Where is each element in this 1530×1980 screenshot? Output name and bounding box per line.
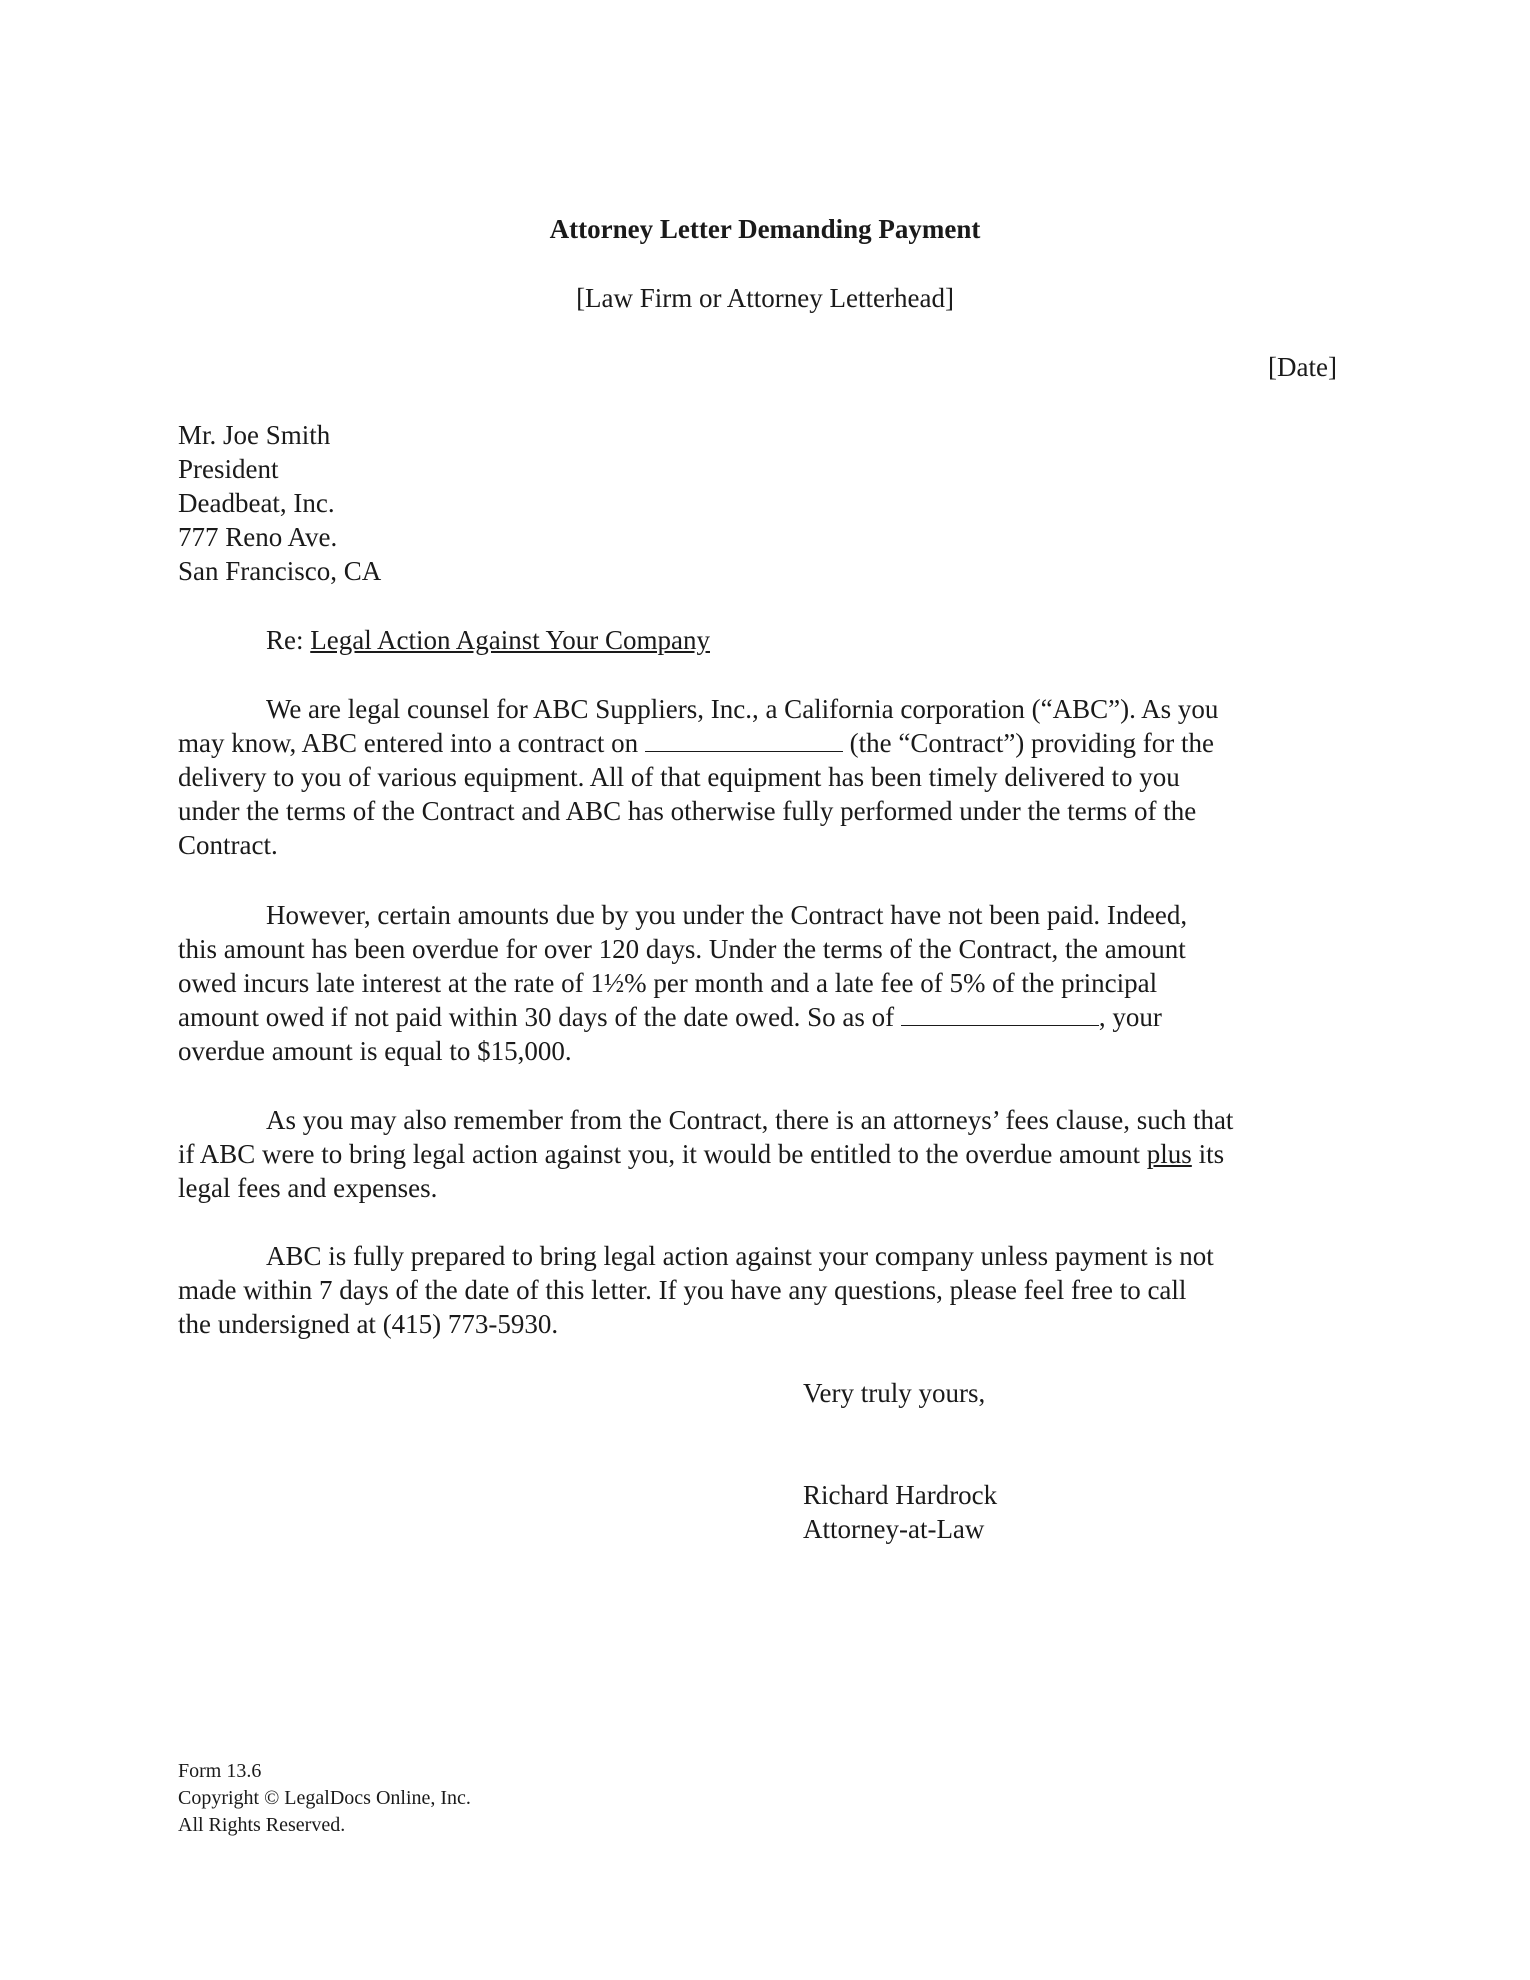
document-title: Attorney Letter Demanding Payment bbox=[549, 214, 981, 244]
recipient-company: Deadbeat, Inc. bbox=[178, 488, 335, 518]
contract-date-blank bbox=[645, 729, 843, 752]
paragraph-line: ABC is fully prepared to bring legal action against your company unless payment is not bbox=[266, 1241, 1214, 1271]
re-line bbox=[266, 623, 710, 657]
recipient-address bbox=[178, 418, 381, 588]
signer-name: Richard Hardrock bbox=[803, 1480, 998, 1510]
recipient-name: Mr. Joe Smith bbox=[178, 420, 331, 450]
signature-block bbox=[803, 1478, 997, 1546]
paragraph-line: However, certain amounts due by you under the Contract have not been paid. Indeed, bbox=[266, 900, 1188, 930]
paragraph-line: made within 7 days of the date of this letter. If you have any questions, please feel free to call bbox=[178, 1275, 1187, 1305]
form-number: Form 13.6 bbox=[178, 1760, 262, 1782]
as-of-date-blank bbox=[901, 1003, 1099, 1026]
paragraph-line: the undersigned at (415) 773-5930. bbox=[178, 1309, 559, 1339]
paragraph-line bbox=[178, 1137, 1338, 1171]
paragraph-line: legal fees and expenses. bbox=[178, 1173, 438, 1203]
paragraph-line: under the terms of the Contract and ABC has otherwise fully performed under the terms of the bbox=[178, 796, 1197, 826]
closing: Very truly yours, bbox=[803, 1378, 986, 1408]
paragraph-4 bbox=[178, 1239, 1338, 1341]
letterhead-placeholder: [Law Firm or Attorney Letterhead] bbox=[576, 283, 954, 313]
paragraph-line: We are legal counsel for ABC Suppliers, Inc., a California corporation (“ABC”). As you bbox=[266, 694, 1219, 724]
plus-emphasis: plus bbox=[1146, 1139, 1192, 1169]
paragraph-3 bbox=[178, 1103, 1338, 1205]
copyright-notice: Copyright © LegalDocs Online, Inc. bbox=[178, 1787, 471, 1809]
paragraph-line: Contract. bbox=[178, 830, 278, 860]
paragraph-text: if ABC were to bring legal action against you, it would be entitled to the overdue amount bbox=[178, 1139, 1141, 1169]
paragraph-line: overdue amount is equal to $15,000. bbox=[178, 1036, 572, 1066]
recipient-street: 777 Reno Ave. bbox=[178, 522, 338, 552]
paragraph-line bbox=[178, 1000, 1338, 1034]
paragraph-2 bbox=[178, 898, 1338, 1068]
recipient-position: President bbox=[178, 454, 279, 484]
paragraph-text: its bbox=[1198, 1139, 1225, 1169]
paragraph-line: this amount has been overdue for over 120 days. Under the terms of the Contract, the amount bbox=[178, 934, 1186, 964]
date-placeholder: [Date] bbox=[1268, 352, 1337, 382]
recipient-city: San Francisco, CA bbox=[178, 556, 382, 586]
paragraph-text: (the “Contract”) providing for the bbox=[849, 728, 1215, 758]
re-subject: Legal Action Against Your Company bbox=[310, 625, 710, 655]
signer-title: Attorney-at-Law bbox=[803, 1514, 985, 1544]
paragraph-1 bbox=[178, 692, 1338, 862]
paragraph-text: , your bbox=[1098, 1002, 1162, 1032]
form-footer bbox=[178, 1758, 471, 1839]
paragraph-line bbox=[178, 726, 1338, 760]
paragraph-line: As you may also remember from the Contract, there is an attorneys’ fees clause, such that bbox=[266, 1105, 1234, 1135]
rights-notice: All Rights Reserved. bbox=[178, 1814, 346, 1836]
paragraph-text: may know, ABC entered into a contract on bbox=[178, 728, 639, 758]
re-prefix: Re: bbox=[266, 625, 304, 655]
paragraph-text: amount owed if not paid within 30 days of the date owed. So as of bbox=[178, 1002, 895, 1032]
paragraph-line: delivery to you of various equipment. All of that equipment has been timely delivered to you bbox=[178, 762, 1180, 792]
paragraph-line: owed incurs late interest at the rate of 1½% per month and a late fee of 5% of the principal bbox=[178, 968, 1158, 998]
